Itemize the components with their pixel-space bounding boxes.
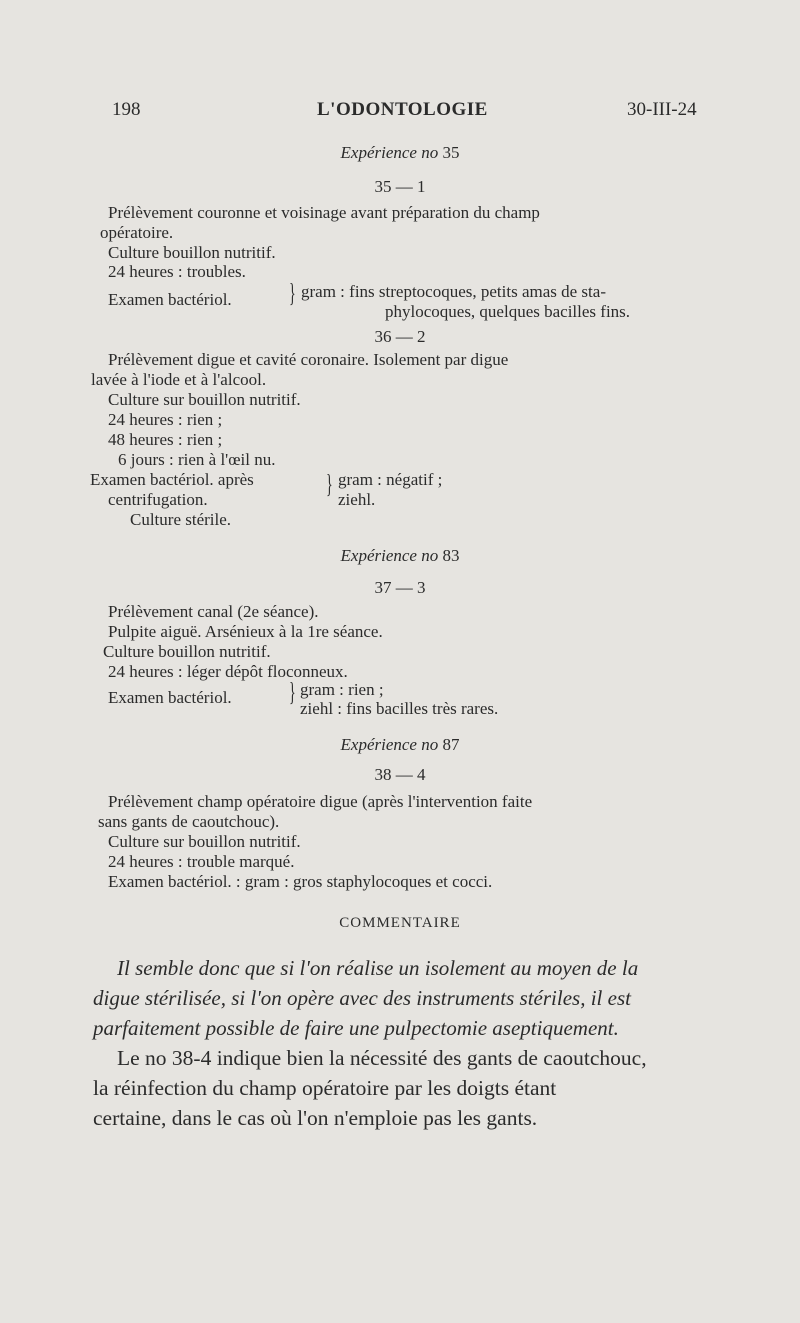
exam-result: gram : négatif ;	[338, 470, 443, 489]
italic-paragraph-line: parfaitement possible de faire une pulpectomie aseptiquement.	[93, 1016, 619, 1040]
brace: }	[326, 471, 333, 501]
journal-title: L'ODONTOLOGIE	[317, 99, 488, 120]
paragraph-line: Le no 38-4 indique bien la nécessité des gants de caoutchouc,	[117, 1046, 647, 1070]
text-line: Prélèvement digue et cavité coronaire. Isolement par digue	[108, 350, 509, 369]
brace: }	[289, 679, 296, 709]
exam-result: ziehl : fins bacilles très rares.	[300, 699, 499, 718]
paragraph-line: certaine, dans le cas où l'on n'emploie pas les gants.	[93, 1106, 538, 1130]
text-line: Prélèvement canal (2e séance).	[108, 602, 319, 621]
exam-result: phylocoques, quelques bacilles fins.	[385, 302, 631, 321]
text-line: Culture bouillon nutritif.	[108, 243, 276, 262]
exam-label: Examen bactériol.	[108, 688, 232, 707]
exam-result: gram : rien ;	[300, 680, 384, 699]
exam-result: gram : fins streptocoques, petits amas de sta-	[301, 282, 606, 301]
experience-87-title: Expérience no 87	[340, 735, 460, 754]
text-line: Culture sur bouillon nutritif.	[108, 390, 301, 409]
text-line: Examen bactériol. : gram : gros staphylocoques et cocci.	[108, 872, 493, 891]
paragraph-line: la réinfection du champ opératoire par les doigts étant	[93, 1076, 557, 1100]
sample-36-2: 36 — 2	[374, 327, 426, 346]
sample-38-4: 38 — 4	[374, 765, 426, 784]
text-line: Pulpite aiguë. Arsénieux à la 1re séance.	[108, 622, 383, 641]
text-line: Examen bactériol. après	[90, 470, 254, 489]
text-line: 48 heures : rien ;	[108, 430, 223, 449]
italic-paragraph-line: digue stérilisée, si l'on opère avec des instruments stériles, il est	[93, 986, 631, 1010]
text-line: centrifugation.	[108, 490, 208, 509]
commentaire-heading: COMMENTAIRE	[339, 915, 461, 931]
experience-35-title: Expérience no 35	[340, 143, 460, 162]
text-line: opératoire.	[100, 223, 174, 242]
text-line: Culture bouillon nutritif.	[103, 642, 271, 661]
experience-83-title: Expérience no 83	[340, 546, 460, 565]
brace: }	[289, 280, 296, 310]
text-line: 6 jours : rien à l'œil nu.	[118, 450, 276, 469]
text-line: 24 heures : troubles.	[108, 262, 246, 281]
exam-result: ziehl.	[338, 490, 376, 509]
text-line: Prélèvement champ opératoire digue (après l'intervention faite	[108, 792, 533, 811]
text-line: Culture stérile.	[130, 510, 232, 529]
exam-label: Examen bactériol.	[108, 290, 232, 309]
sample-35-1: 35 — 1	[374, 177, 426, 196]
text-line: Prélèvement couronne et voisinage avant préparation du champ	[108, 203, 540, 222]
text-line: 24 heures : rien ;	[108, 410, 223, 429]
issue-date: 30-III-24	[627, 99, 697, 120]
text-line: 24 heures : léger dépôt floconneux.	[108, 662, 348, 681]
text-line: Culture sur bouillon nutritif.	[108, 832, 301, 851]
text-line: 24 heures : trouble marqué.	[108, 852, 295, 871]
italic-paragraph-line: Il semble donc que si l'on réalise un isolement au moyen de la	[117, 956, 639, 980]
text-line: sans gants de caoutchouc).	[98, 812, 280, 831]
sample-37-3: 37 — 3	[374, 578, 426, 597]
page-number: 198	[112, 99, 141, 120]
text-line: lavée à l'iode et à l'alcool.	[91, 370, 267, 389]
